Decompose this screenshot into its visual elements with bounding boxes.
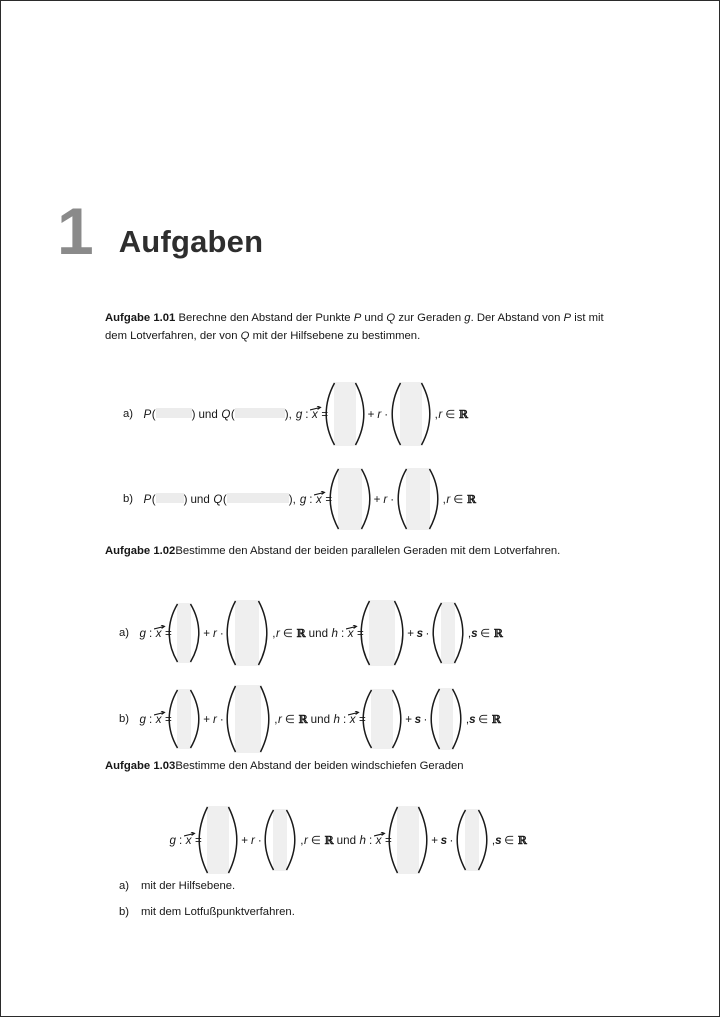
vector-arrow-icon <box>374 828 386 834</box>
paren-right-icon <box>189 689 200 749</box>
dot-operator: · <box>384 407 389 421</box>
item-tag-b: b) <box>119 906 130 918</box>
paren-right-icon <box>189 603 200 663</box>
column-vector-g-support <box>177 689 191 749</box>
line-h-label: h <box>331 626 338 640</box>
subitem-1-03-b <box>119 906 295 918</box>
paren-open: ( <box>151 407 156 421</box>
math-row-1-01-a <box>123 382 468 446</box>
exercise-1-01-heading <box>105 309 621 346</box>
paren-right-icon <box>453 602 464 664</box>
element-of-symbol: ∈ <box>453 493 464 506</box>
vector-arrow-icon <box>314 487 326 493</box>
colon: : <box>148 712 153 726</box>
point-p-label: P <box>143 407 152 421</box>
column-vector-support <box>334 382 356 446</box>
paren-close: ) <box>191 407 196 421</box>
comma: , <box>274 712 278 726</box>
reals-symbol: ℝ <box>517 833 527 847</box>
parameter-r: r <box>438 407 443 421</box>
exercise-1-01-text: Berechne den Abstand der Punkte P und Q zur Geraden g. Der Abstand von P ist mit dem Lotverfahren, der von Q mit der Hilfsebene zu bestimmen. <box>105 312 604 343</box>
item-tag-b: b) <box>119 713 130 725</box>
equals: = <box>359 712 366 726</box>
item-tag-a: a) <box>119 880 130 892</box>
equals: = <box>325 492 333 506</box>
reals-symbol: ℝ <box>296 626 306 640</box>
reals-symbol: ℝ <box>466 492 477 506</box>
comma: , <box>292 492 296 506</box>
exercise-1-01 <box>105 309 621 346</box>
equals: = <box>194 833 202 847</box>
redacted-vector-components <box>207 806 229 874</box>
parameter-r: r <box>446 492 451 506</box>
und-text: und <box>336 833 357 847</box>
paren-close: ) <box>183 492 188 506</box>
parameter-r: r <box>213 712 217 726</box>
page-content <box>1 1 720 1017</box>
column-vector-direction <box>406 468 430 530</box>
element-of-symbol: ∈ <box>445 408 456 421</box>
dot-operator: · <box>423 712 428 726</box>
exercise-1-02-label: Aufgabe 1.02 <box>105 545 176 557</box>
paren-right-icon <box>420 382 431 446</box>
redacted-point-p-coords <box>156 408 192 418</box>
vector-arrow-icon <box>154 621 166 627</box>
math-row-1-01-b <box>123 468 476 530</box>
math-row-1-02-b <box>119 685 501 753</box>
comma: , <box>272 626 276 640</box>
plus: + <box>203 626 211 640</box>
plus: + <box>373 492 381 506</box>
column-vector-h-direction <box>439 688 453 750</box>
colon: : <box>178 833 183 847</box>
item-tag-a: a) <box>123 408 134 420</box>
parameter-s: s <box>414 712 422 726</box>
und-text: und <box>308 626 329 640</box>
point-p-label: P <box>143 492 152 506</box>
und-text: und <box>190 492 210 506</box>
plus: + <box>407 626 415 640</box>
item-tag-a: a) <box>119 627 130 639</box>
math-row-1-02-a <box>119 600 503 666</box>
paren-right-icon <box>417 806 428 874</box>
paren-open: ( <box>230 407 235 421</box>
equals: = <box>385 833 392 847</box>
parameter-r: r <box>251 833 255 847</box>
paren-right-icon <box>393 600 404 666</box>
exercise-1-03-text: Bestimme den Abstand der beiden windschiefen Geraden <box>175 760 464 772</box>
parameter-s: s <box>471 626 478 640</box>
comma: , <box>467 626 472 640</box>
reals-symbol: ℝ <box>491 712 501 726</box>
dot-operator: · <box>449 833 454 847</box>
comma: , <box>300 833 304 847</box>
element-of-symbol: ∈ <box>284 713 296 726</box>
colon: : <box>340 626 345 640</box>
paren-left-icon <box>397 468 408 530</box>
vector-arrow-icon <box>348 707 360 713</box>
paren-right-icon <box>354 382 365 446</box>
redacted-vector-components <box>371 689 393 749</box>
paren-right-icon <box>259 685 270 753</box>
equals: = <box>164 712 172 726</box>
paren-right-icon <box>391 689 402 749</box>
paren-left-icon <box>362 689 373 749</box>
vector-x-label: x <box>349 713 357 726</box>
redacted-vector-components <box>369 600 395 666</box>
column-vector-g-direction <box>273 809 287 871</box>
parameter-s: s <box>416 626 424 640</box>
column-vector-g-direction <box>235 600 259 666</box>
vector-arrow-icon <box>346 621 358 627</box>
paren-left-icon <box>226 685 237 753</box>
paren-left-icon <box>264 809 275 871</box>
paren-left-icon <box>168 689 179 749</box>
subitem-1-03-b-text: mit dem Lotfußpunktverfahren. <box>141 906 295 918</box>
paren-left-icon <box>168 603 179 663</box>
dot-operator: · <box>425 626 430 640</box>
redacted-vector-components <box>235 600 259 666</box>
exercise-1-02-heading <box>105 542 621 560</box>
vector-arrow-icon <box>184 828 196 834</box>
parameter-r: r <box>278 712 282 726</box>
vector-x-label: x <box>375 834 383 847</box>
colon: : <box>148 626 153 640</box>
paren-left-icon <box>198 806 209 874</box>
paren-left-icon <box>456 809 467 871</box>
subitem-1-03-a-text: mit der Hilfsebene. <box>141 880 236 892</box>
vector-x-label: x <box>311 408 319 421</box>
comma: , <box>288 407 292 421</box>
comma: , <box>442 492 446 506</box>
und-text: und <box>198 407 218 421</box>
column-vector-h-support <box>369 600 395 666</box>
exercise-1-02-text: Bestimme den Abstand der beiden parallelen Geraden mit dem Lotverfahren. <box>175 545 561 557</box>
paren-right-icon <box>477 809 488 871</box>
vector-x-label: x <box>155 627 163 640</box>
dot-operator: · <box>390 492 395 506</box>
line-g-label: g <box>299 492 307 506</box>
paren-right-icon <box>451 688 462 750</box>
parameter-r: r <box>213 626 217 640</box>
dot-operator: · <box>257 833 262 847</box>
equals: = <box>357 626 364 640</box>
vector-arrow-icon <box>310 402 322 408</box>
page-title: Aufgaben <box>118 224 264 259</box>
column-vector-h-support <box>397 806 419 874</box>
column-vector-h-direction <box>441 602 455 664</box>
colon: : <box>368 833 373 847</box>
element-of-symbol: ∈ <box>310 834 322 847</box>
parameter-s: s <box>469 712 476 726</box>
exercise-1-03-heading <box>105 757 621 775</box>
equals: = <box>164 626 172 640</box>
exercise-1-03-label: Aufgabe 1.03 <box>105 760 176 772</box>
paren-left-icon <box>226 600 237 666</box>
subitem-1-03-a <box>119 880 235 892</box>
line-g-label: g <box>169 833 176 847</box>
chapter-number: 1 <box>57 193 92 268</box>
parameter-r: r <box>304 833 308 847</box>
paren-right-icon <box>227 806 238 874</box>
plus: + <box>431 833 439 847</box>
equals: = <box>321 407 329 421</box>
vector-arrow-icon <box>154 707 166 713</box>
reals-symbol: ℝ <box>458 407 469 421</box>
paren-left-icon <box>360 600 371 666</box>
vector-x-label: x <box>347 627 355 640</box>
paren-left-icon <box>430 688 441 750</box>
redacted-vector-components <box>406 468 430 530</box>
line-g-label: g <box>139 712 146 726</box>
colon: : <box>309 492 313 506</box>
redacted-point-p-coords <box>156 493 184 503</box>
column-vector-support <box>338 468 362 530</box>
exercise-1-01-label: Aufgabe 1.01 <box>105 312 176 324</box>
plus: + <box>405 712 413 726</box>
paren-close: ) <box>288 492 293 506</box>
redacted-vector-components <box>235 685 261 753</box>
vector-x-label: x <box>155 713 163 726</box>
colon: : <box>342 712 347 726</box>
element-of-symbol: ∈ <box>480 627 491 640</box>
exercise-1-03 <box>105 757 621 775</box>
vector-x-label: x <box>315 493 323 506</box>
plus: + <box>241 833 249 847</box>
paren-left-icon <box>388 806 399 874</box>
reals-symbol: ℝ <box>493 626 503 640</box>
parameter-s: s <box>440 833 448 847</box>
parameter-r: r <box>276 626 280 640</box>
line-g-label: g <box>295 407 303 421</box>
column-vector-h-direction <box>465 809 479 871</box>
column-vector-g-support <box>207 806 229 874</box>
line-h-label: h <box>333 712 340 726</box>
reals-symbol: ℝ <box>324 833 334 847</box>
point-q-label: Q <box>221 407 231 421</box>
comma: , <box>465 712 470 726</box>
column-vector-g-direction <box>235 685 261 753</box>
parameter-s: s <box>495 833 502 847</box>
paren-left-icon <box>391 382 402 446</box>
paren-left-icon <box>325 382 336 446</box>
vector-x-label: x <box>185 834 193 847</box>
chapter-heading <box>57 193 264 268</box>
column-vector-g-support <box>177 603 191 663</box>
parameter-r: r <box>383 492 388 506</box>
comma: , <box>491 833 496 847</box>
point-q-label: Q <box>213 492 223 506</box>
plus: + <box>367 407 375 421</box>
redacted-vector-components <box>397 806 419 874</box>
paren-right-icon <box>428 468 439 530</box>
paren-right-icon <box>285 809 296 871</box>
paren-open: ( <box>151 492 156 506</box>
element-of-symbol: ∈ <box>478 713 489 726</box>
paren-left-icon <box>329 468 340 530</box>
element-of-symbol: ∈ <box>504 834 515 847</box>
redacted-vector-components <box>334 382 356 446</box>
line-g-label: g <box>139 626 146 640</box>
exercise-1-02 <box>105 542 621 560</box>
paren-right-icon <box>360 468 371 530</box>
column-vector-h-support <box>371 689 393 749</box>
element-of-symbol: ∈ <box>282 627 294 640</box>
paren-open: ( <box>222 492 227 506</box>
line-h-label: h <box>359 833 366 847</box>
colon: : <box>305 407 309 421</box>
redacted-vector-components <box>400 382 422 446</box>
paren-left-icon <box>432 602 443 664</box>
paren-close: ) <box>284 407 289 421</box>
paren-right-icon <box>257 600 268 666</box>
und-text: und <box>310 712 331 726</box>
plus: + <box>203 712 211 726</box>
dot-operator: · <box>219 712 224 726</box>
comma: , <box>434 407 438 421</box>
redacted-point-q-coords <box>227 493 289 503</box>
parameter-r: r <box>377 407 382 421</box>
reals-symbol: ℝ <box>298 712 308 726</box>
redacted-point-q-coords <box>235 408 285 418</box>
dot-operator: · <box>219 626 224 640</box>
item-tag-b: b) <box>123 493 134 505</box>
redacted-vector-components <box>338 468 362 530</box>
column-vector-direction <box>400 382 422 446</box>
math-row-1-03 <box>169 806 527 874</box>
